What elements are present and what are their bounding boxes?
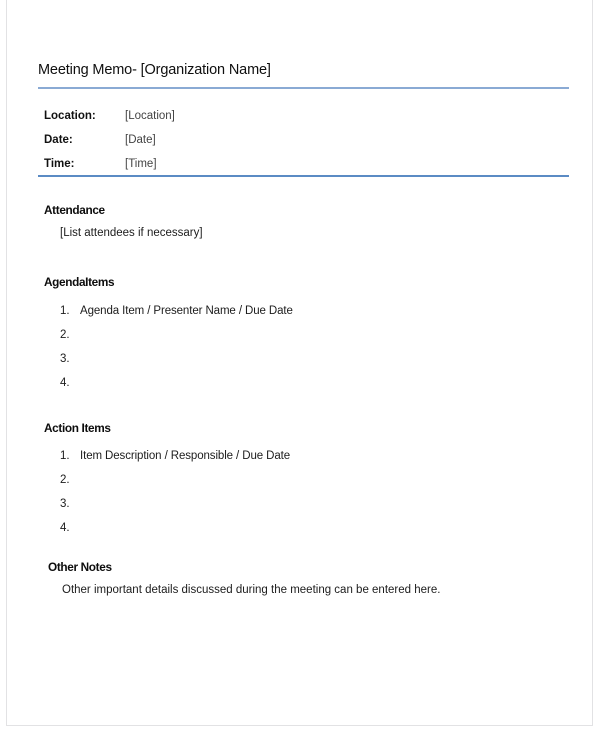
time-label: Time: xyxy=(44,158,75,170)
time-value[interactable]: [Time] xyxy=(125,158,157,170)
list-item-marker: 2. xyxy=(60,474,70,486)
other-notes-body-text[interactable]: Other important details discussed during the meeting can be entered here. xyxy=(62,584,441,596)
agenda-items-heading: AgendaItems xyxy=(44,275,115,289)
meta-block xyxy=(44,104,444,176)
meta-row-time xyxy=(44,152,444,176)
meta-row-location xyxy=(44,104,444,128)
list-item-marker: 3. xyxy=(60,353,70,365)
action-items-heading: Action Items xyxy=(44,421,111,435)
list-item-text[interactable]: Item Description / Responsible / Due Date xyxy=(80,450,291,462)
document-page xyxy=(6,0,593,726)
attendance-body-text[interactable]: [List attendees if necessary] xyxy=(60,227,203,239)
list-item-marker: 4. xyxy=(60,522,70,534)
page-title: Meeting Memo- [Organization Name] xyxy=(38,62,271,78)
attendance-heading: Attendance xyxy=(44,203,105,217)
meta-row-date xyxy=(44,128,444,152)
location-label: Location: xyxy=(44,110,96,122)
meta-divider xyxy=(38,175,569,177)
list-item-marker: 2. xyxy=(60,329,70,341)
list-item-marker: 1. xyxy=(60,305,70,317)
list-item-text[interactable]: Agenda Item / Presenter Name / Due Date xyxy=(80,305,293,317)
date-value[interactable]: [Date] xyxy=(125,134,156,146)
location-value[interactable]: [Location] xyxy=(125,110,175,122)
list-item-marker: 1. xyxy=(60,450,70,462)
date-label: Date: xyxy=(44,134,73,146)
other-notes-heading: Other Notes xyxy=(48,560,112,574)
title-divider xyxy=(38,87,569,89)
list-item-marker: 4. xyxy=(60,377,70,389)
list-item-marker: 3. xyxy=(60,498,70,510)
